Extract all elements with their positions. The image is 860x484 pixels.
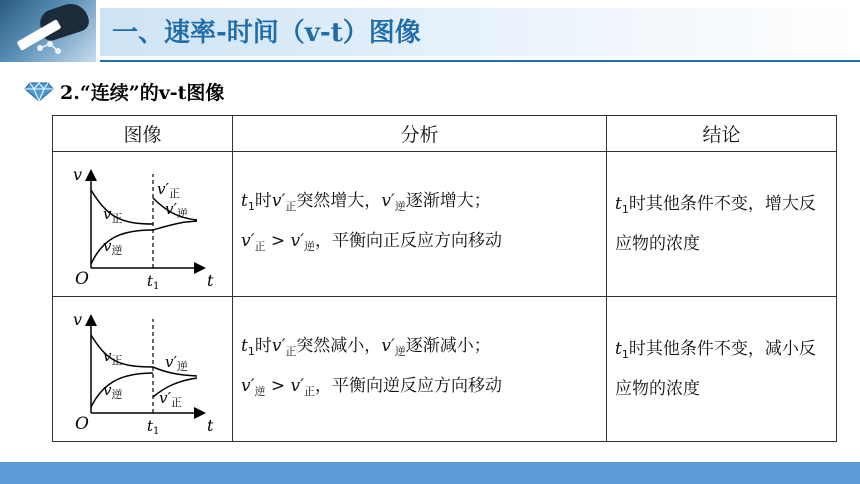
header-underline <box>100 60 860 62</box>
label-v-forward: $v_正$ <box>102 205 122 225</box>
conclusion-text: $t_1$时其他条件不变，增大反应物的浓度 <box>615 193 816 254</box>
table-header-row <box>53 116 837 152</box>
table-row <box>53 297 837 442</box>
origin-label: O <box>74 269 89 289</box>
reverse-prime-curve <box>153 221 197 230</box>
page-title: 一、速率-时间（v-t）图像 <box>112 18 421 48</box>
analysis-line-1: $t_1$时$v'_正$突然增大，$v'_逆$逐渐增大； <box>241 191 491 213</box>
label-v-reverse: $v_逆$ <box>102 381 122 401</box>
graph-cell <box>53 297 233 442</box>
header-photo <box>0 0 96 62</box>
header <box>0 0 860 66</box>
conclusion-cell <box>607 152 837 297</box>
analysis-line-2: $v'_逆 > v'_正$，平衡向逆反应方向移动 <box>241 376 502 398</box>
header-graph: 图像 <box>53 116 233 152</box>
vt-table <box>52 115 837 442</box>
analysis-line-2: $v'_正 > v'_逆$，平衡向正反应方向移动 <box>241 231 502 253</box>
t1-label: $t_1$ <box>146 272 159 290</box>
header-analysis: 分析 <box>233 116 607 152</box>
label-v-forward-prime: $v'_正$ <box>158 389 182 409</box>
analysis-line-1: $t_1$时$v'_正$突然减小，$v'_逆$逐渐减小； <box>241 336 491 358</box>
vt-graph-decrease <box>63 303 223 435</box>
graph-cell <box>53 152 233 297</box>
origin-label: O <box>74 414 89 434</box>
label-v-reverse-prime: $v'_逆$ <box>164 353 188 373</box>
diamond-icon <box>24 82 54 102</box>
label-v-reverse-prime: $v'_逆$ <box>164 200 188 220</box>
conclusion-cell <box>607 297 837 442</box>
axis-label-v: v <box>72 310 82 329</box>
label-v-forward-prime: $v'_正$ <box>156 180 180 200</box>
header-conclusion: 结论 <box>607 116 837 152</box>
table-row <box>53 152 837 297</box>
label-v-reverse: $v_逆$ <box>102 237 122 257</box>
label-v-forward: $v_正$ <box>102 347 122 367</box>
axis-label-t: t <box>206 416 213 435</box>
analysis-cell <box>233 152 607 297</box>
footer-bar <box>0 462 860 484</box>
axis-label-v: v <box>72 165 82 184</box>
section-heading <box>24 78 224 105</box>
vt-graph-increase <box>63 158 223 290</box>
section-title: 2.“连续”的v-t图像 <box>60 82 225 104</box>
t1-label: $t_1$ <box>146 417 159 435</box>
conclusion-text: $t_1$时其他条件不变，减小反应物的浓度 <box>615 338 816 399</box>
analysis-cell <box>233 297 607 442</box>
axis-label-t: t <box>206 271 213 290</box>
